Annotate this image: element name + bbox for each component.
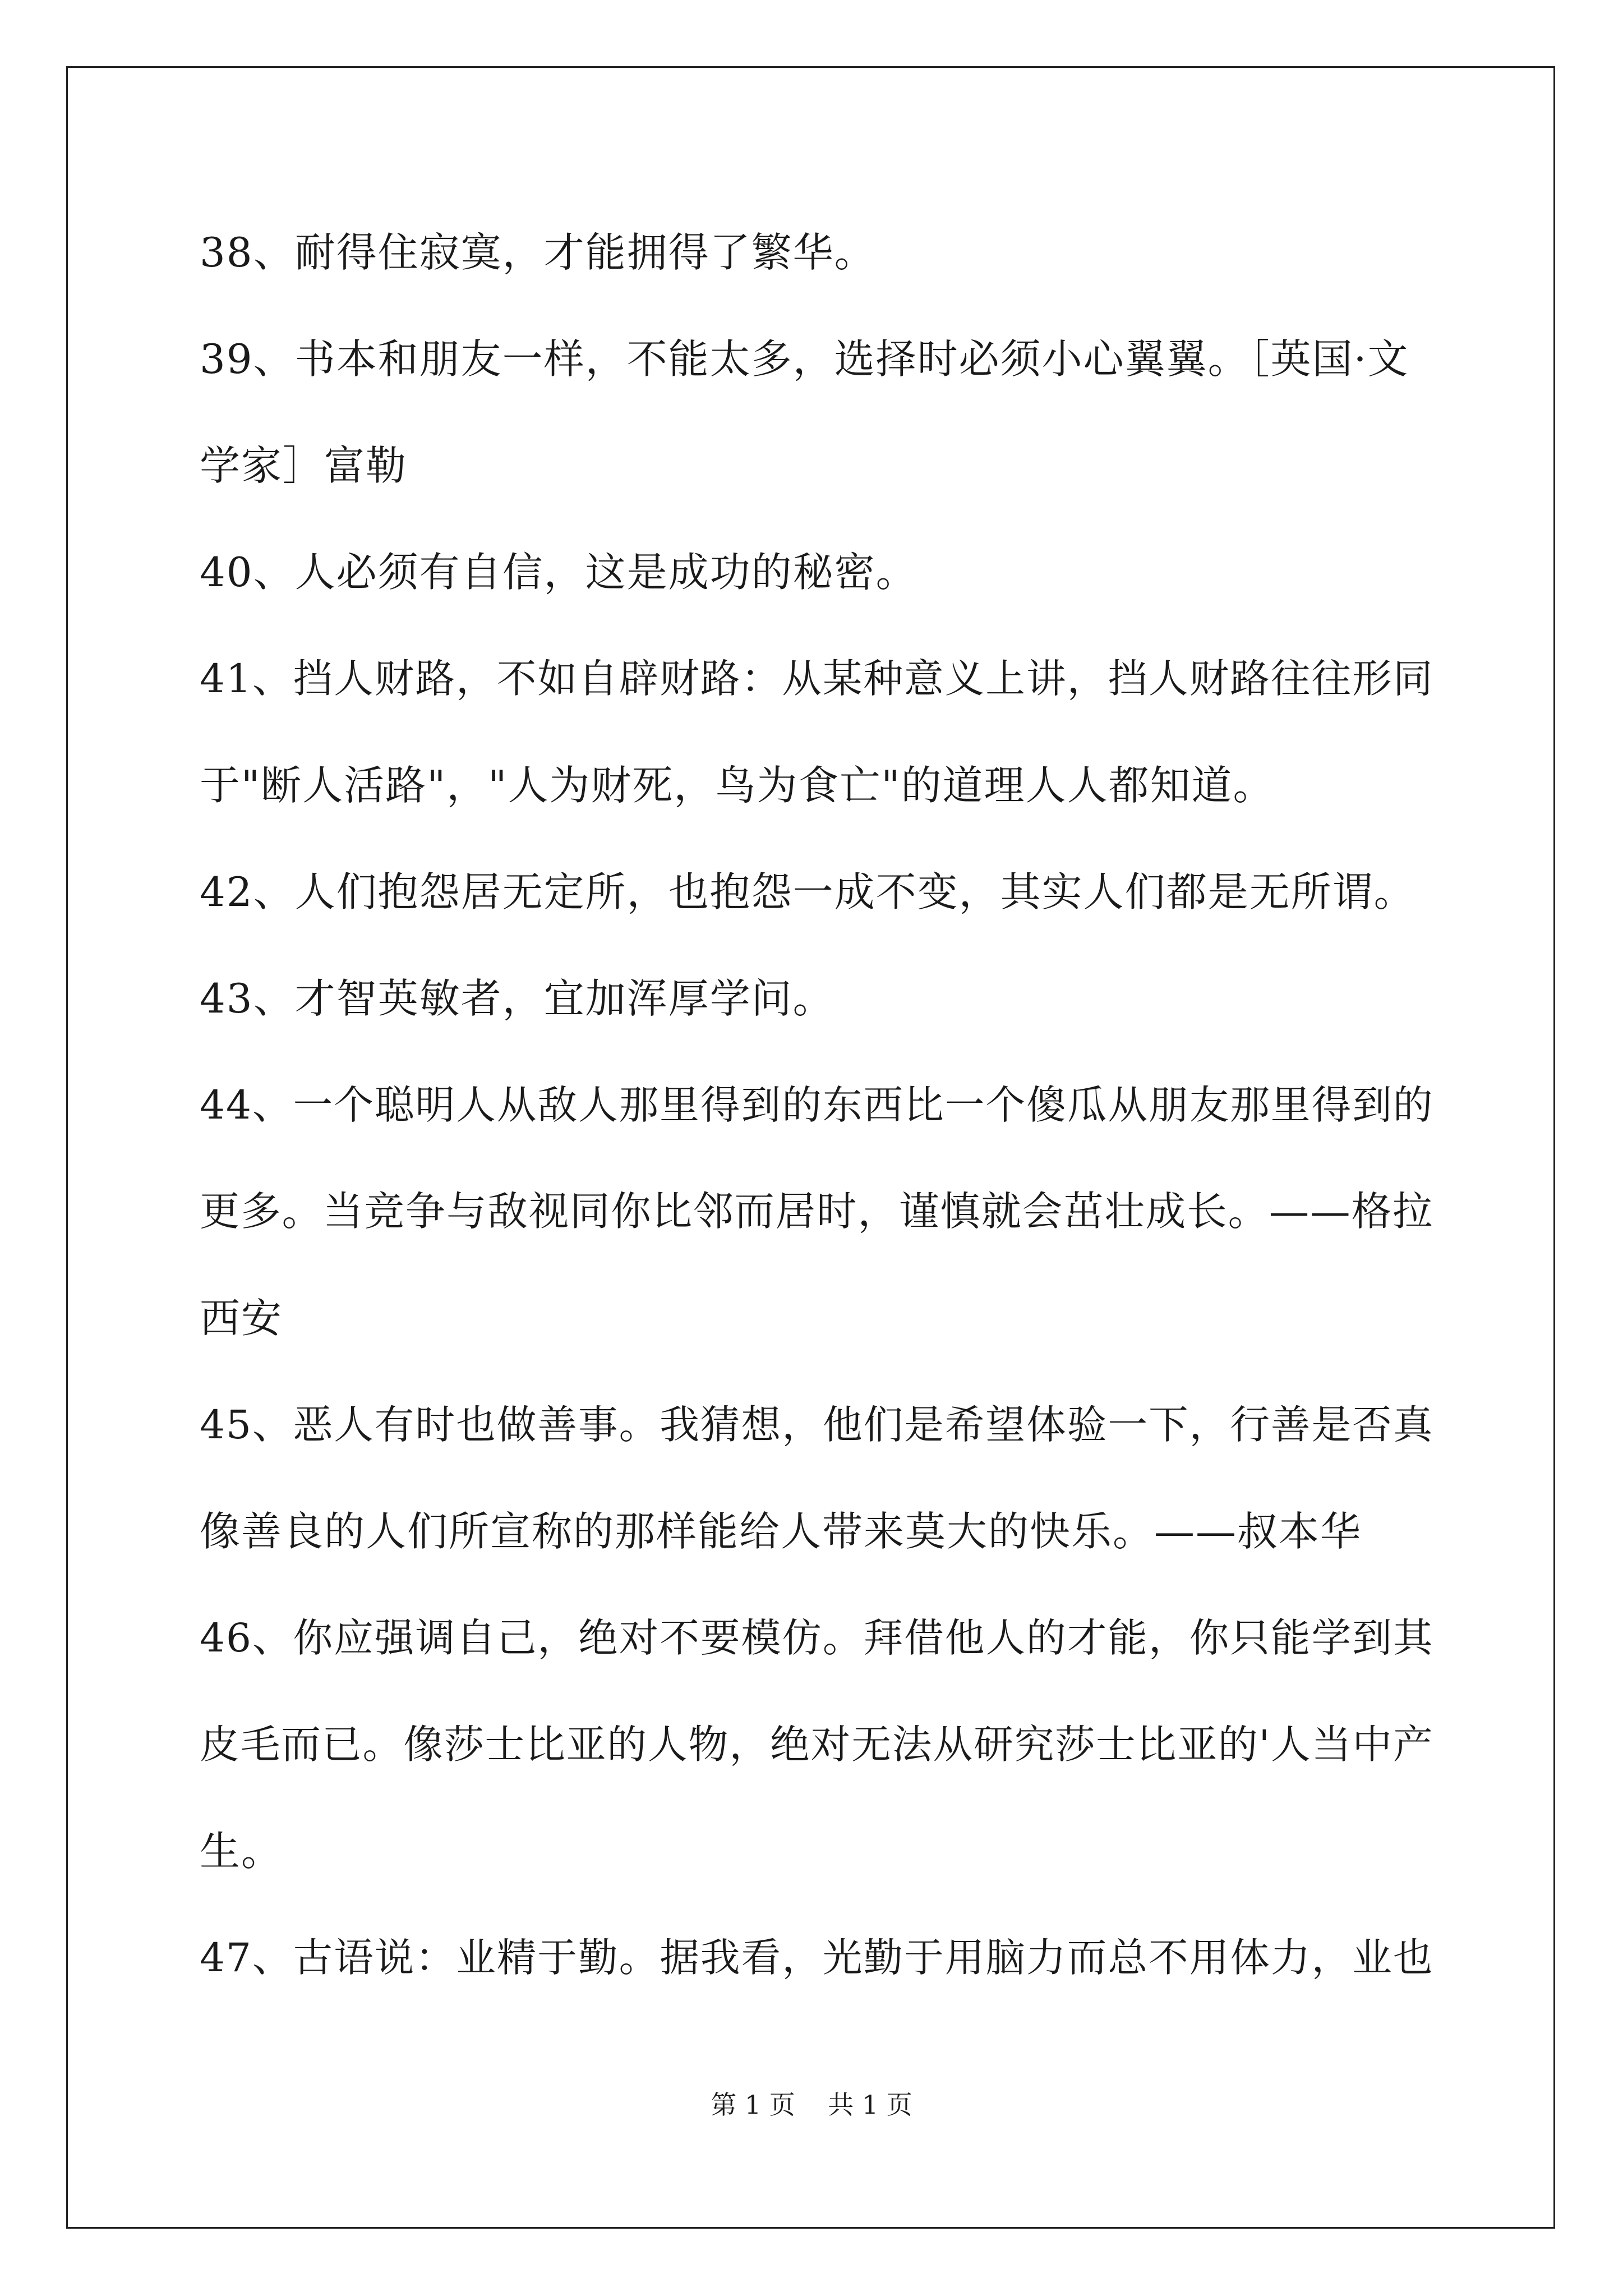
text-line: 38、耐得住寂寞，才能拥得了繁华。 (200, 229, 876, 276)
text-line: 45、恶人有时也做善事。我猜想，他们是希望体验一下，行善是否真 (200, 1401, 1434, 1448)
text-line: 47、古语说：业精于勤。据我看，光勤于用脑力而总不用体力，业也 (200, 1934, 1434, 1981)
text-line: 44、一个聪明人从敌人那里得到的东西比一个傻瓜从朋友那里得到的 (200, 1082, 1434, 1128)
text-line: 皮毛而已。像莎士比亚的人物，绝对无法从研究莎士比亚的'人当中产 (200, 1721, 1434, 1768)
text-line: 更多。当竞争与敌视同你比邻而居时，谨慎就会茁壮成长。——格拉 (200, 1188, 1434, 1235)
text-line: 46、你应强调自己，绝对不要模仿。拜借他人的才能，你只能学到其 (200, 1614, 1434, 1661)
page-border (66, 66, 1555, 2229)
text-line: 生。 (200, 1828, 283, 1875)
text-line: 39、书本和朋友一样，不能太多，选择时必须小心翼翼。［英国·文 (200, 335, 1409, 383)
text-line: 像善良的人们所宣称的那样能给人带来莫大的快乐。——叔本华 (200, 1508, 1362, 1555)
text-line: 40、人必须有自信，这是成功的秘密。 (200, 549, 917, 596)
page-number-footer: 第 1 页 共 1 页 (711, 2090, 912, 2120)
text-line: 42、人们抱怨居无定所，也抱怨一成不变，其实人们都是无所谓。 (200, 868, 1415, 915)
text-line: 西安 (200, 1295, 283, 1342)
text-line: 于"断人活路"，"人为财死，鸟为食亡"的道理人人都知道。 (200, 762, 1275, 809)
text-line: 学家］富勒 (200, 442, 408, 489)
text-line: 43、才智英敏者，宜加浑厚学问。 (200, 975, 834, 1022)
text-line: 41、挡人财路，不如自辟财路：从某种意义上讲，挡人财路往往形同 (200, 655, 1434, 702)
